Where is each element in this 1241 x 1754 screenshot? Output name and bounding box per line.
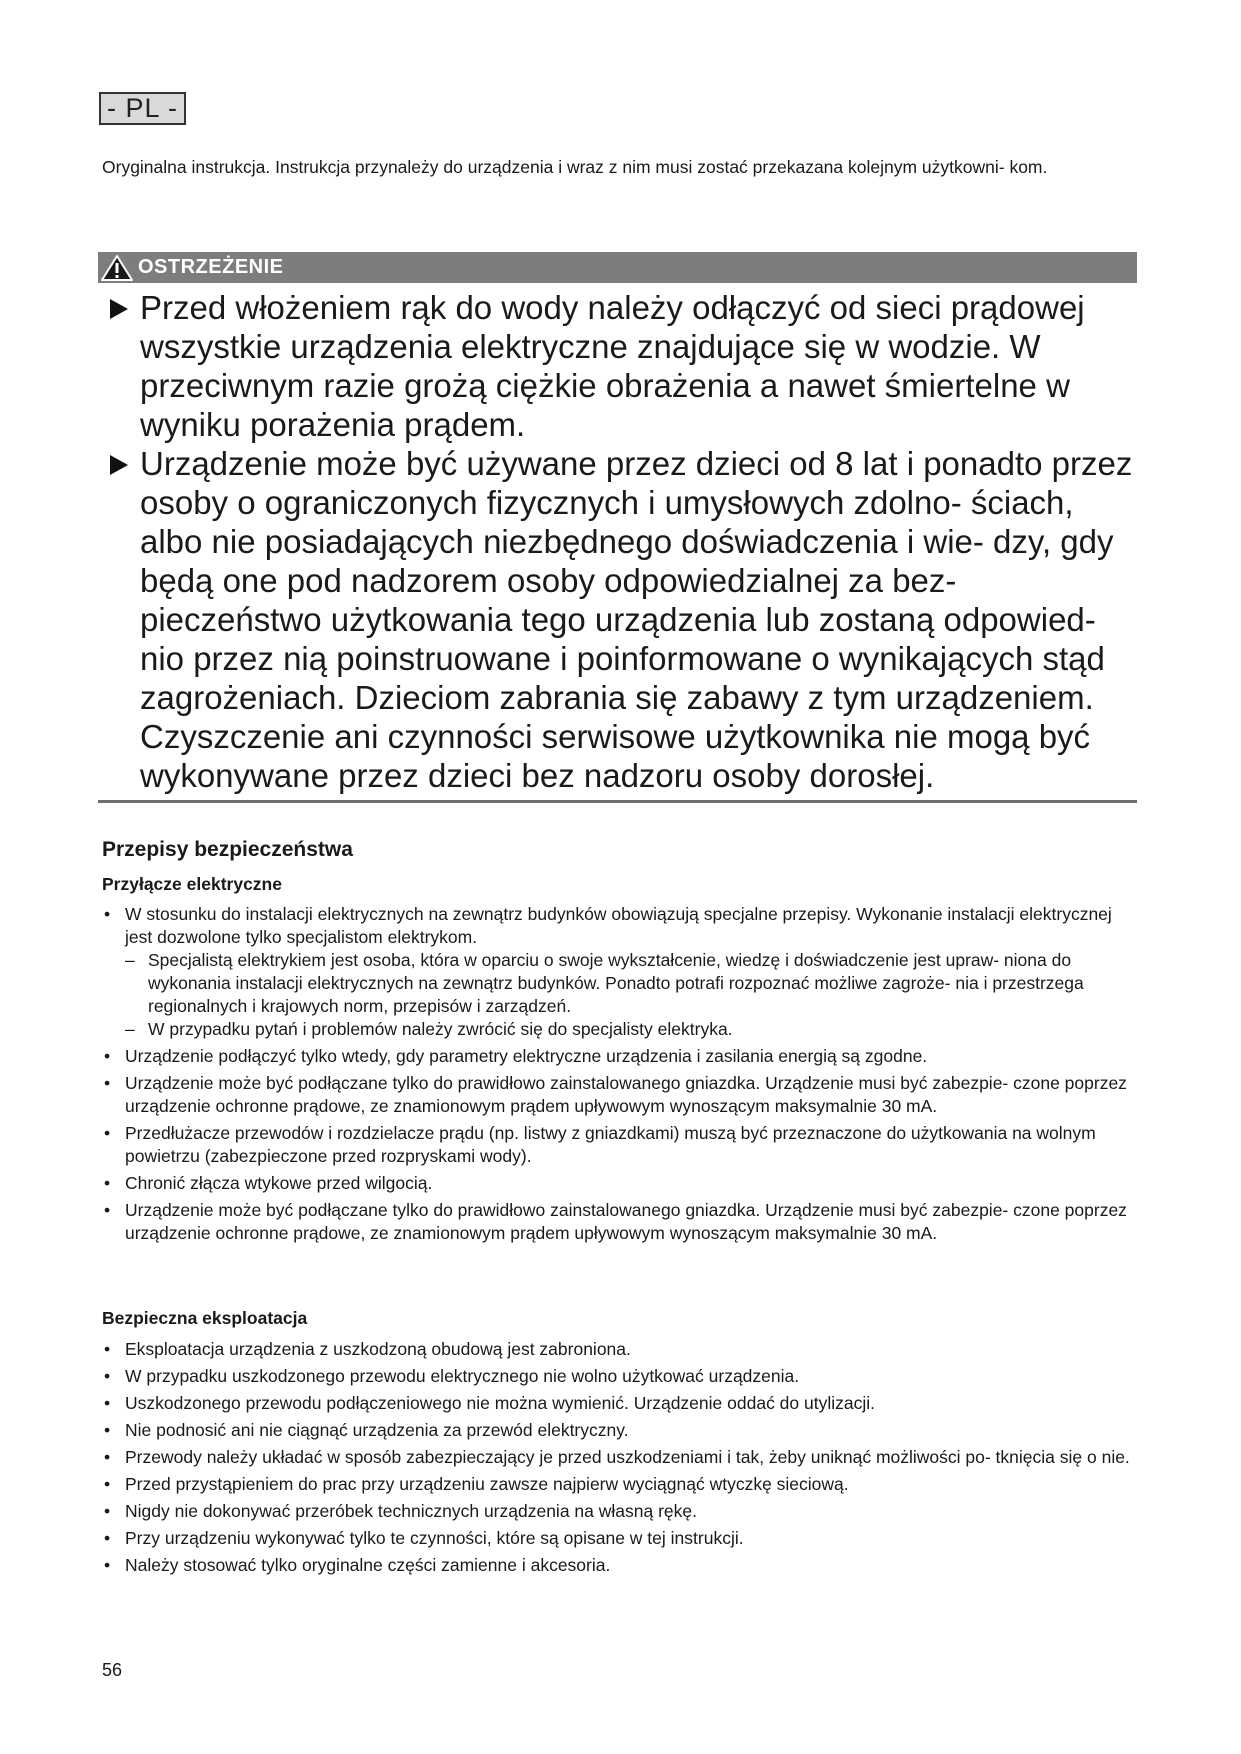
warning-title: OSTRZEŻENIE bbox=[138, 256, 284, 278]
list-item bbox=[102, 1419, 1142, 1442]
list-item-text: Przedłużacze przewodów i rozdzielacze prądu (np. listwy z gniazdkami) muszą być przeznaczone do użytkowania na wolnym powietrzu (zabezpieczone przed rozpryskami wody). bbox=[125, 1123, 1096, 1166]
list-item bbox=[102, 1527, 1142, 1550]
electrical-list bbox=[102, 903, 1142, 1249]
warning-triangle-icon bbox=[100, 254, 134, 282]
bullet-icon: • bbox=[104, 1046, 111, 1066]
list-item-text: Chronić złącza wtykowe przed wilgocią. bbox=[125, 1173, 433, 1193]
bullet-icon: • bbox=[104, 1339, 111, 1359]
intro-text: Oryginalna instrukcja. Instrukcja przynależy do urządzenia i wraz z nim musi zostać przekazana kolejnym użytkowni- kom. bbox=[102, 157, 1048, 177]
warning-item bbox=[102, 444, 1142, 795]
list-item bbox=[102, 1554, 1142, 1577]
operation-list bbox=[102, 1338, 1142, 1581]
list-item bbox=[102, 1122, 1142, 1168]
list-item bbox=[102, 1172, 1142, 1195]
sub-list-item-text: W przypadku pytań i problemów należy zwrócić się do specjalisty elektryka. bbox=[148, 1019, 733, 1039]
list-item-text: Nigdy nie dokonywać przeróbek technicznych urządzenia na własną rękę. bbox=[125, 1501, 697, 1521]
list-item bbox=[102, 1473, 1142, 1496]
bullet-icon: • bbox=[104, 1420, 111, 1440]
dash-icon: – bbox=[125, 1019, 135, 1039]
list-item bbox=[102, 1338, 1142, 1361]
dash-icon: – bbox=[125, 950, 135, 970]
bullet-icon: • bbox=[104, 1073, 111, 1093]
list-item bbox=[102, 1045, 1142, 1068]
list-item-text: Należy stosować tylko oryginalne części zamienne i akcesoria. bbox=[125, 1555, 611, 1575]
list-item-text: Nie podnosić ani nie ciągnąć urządzenia za przewód elektryczny. bbox=[125, 1420, 629, 1440]
arrow-right-icon bbox=[110, 455, 128, 475]
bullet-icon: • bbox=[104, 1173, 111, 1193]
list-item-text: W przypadku uszkodzonego przewodu elektrycznego nie wolno użytkować urządzenia. bbox=[125, 1366, 800, 1386]
bullet-icon: • bbox=[104, 1366, 111, 1386]
bullet-icon: • bbox=[104, 1393, 111, 1413]
section-title: Przepisy bezpieczeństwa bbox=[102, 838, 353, 861]
list-item bbox=[102, 1199, 1142, 1245]
bullet-icon: • bbox=[104, 1200, 111, 1220]
warning-list bbox=[102, 288, 1142, 795]
list-item bbox=[102, 903, 1142, 1041]
bullet-icon: • bbox=[104, 1528, 111, 1548]
bullet-icon: • bbox=[104, 1501, 111, 1521]
warning-item bbox=[102, 288, 1142, 444]
list-item-text: Uszkodzonego przewodu podłączeniowego nie można wymienić. Urządzenie oddać do utylizacji. bbox=[125, 1393, 875, 1413]
list-item bbox=[102, 1392, 1142, 1415]
sub-list-item-text: Specjalistą elektrykiem jest osoba, która w oparciu o swoje wykształcenie, wiedzę i doświadczenie jest upraw- niona do wykonania instalacji elektrycznych na zewnątrz budynków. Ponadto potrafi rozpoznać możliwe zagroże- nia i przestrzega regionalnych i krajowych norm, przepisów i zarządzeń. bbox=[148, 950, 1084, 1016]
list-item-text: W stosunku do instalacji elektrycznych na zewnątrz budynków obowiązują specjalne przepisy. Wykonanie instalacji elektrycznej jest dozwolone tylko specjalistom elektrykom. bbox=[125, 904, 1112, 947]
list-item bbox=[102, 1446, 1142, 1469]
list-item-text: Eksploatacja urządzenia z uszkodzoną obudową jest zabroniona. bbox=[125, 1339, 631, 1359]
page-number: 56 bbox=[102, 1660, 123, 1680]
arrow-right-icon bbox=[110, 299, 128, 319]
list-item bbox=[102, 1072, 1142, 1118]
sub-list-item bbox=[125, 949, 1142, 1018]
subsection-title-operation: Bezpieczna eksploatacja bbox=[102, 1308, 308, 1328]
list-item-text: Urządzenie może być podłączane tylko do prawidłowo zainstalowanego gniazdka. Urządzenie musi być zabezpie- czone poprzez urządzenie ochronne prądowe, ze znamionowym prądem upływowym wynoszącym maksymalnie 30 mA. bbox=[125, 1073, 1127, 1116]
bullet-icon: • bbox=[104, 1555, 111, 1575]
list-item bbox=[102, 1365, 1142, 1388]
bullet-icon: • bbox=[104, 904, 111, 924]
list-item-text: Urządzenie podłączyć tylko wtedy, gdy parametry elektryczne urządzenia i zasilania energią są zgodne. bbox=[125, 1046, 928, 1066]
bullet-icon: • bbox=[104, 1447, 111, 1467]
sub-list bbox=[125, 949, 1142, 1041]
warning-bottom-divider bbox=[98, 800, 1137, 803]
list-item-text: Przewody należy układać w sposób zabezpieczający je przed uszkodzeniami i tak, żeby uniknąć możliwości po- tknięcia się o nie. bbox=[125, 1447, 1130, 1467]
subsection-title-electrical: Przyłącze elektryczne bbox=[102, 874, 282, 894]
list-item bbox=[102, 1500, 1142, 1523]
warning-item-text: Urządzenie może być używane przez dzieci od 8 lat i ponadto przez osoby o ograniczonych fizycznych i umysłowych zdolno- ściach, albo nie posiadających niezbędnego doświadczenia i wie- dzy, gdy będą one pod nadzorem osoby odpowiedzialnej za bez- pieczeństwo użytkowania tego urządzenia lub zostaną odpowied- nio przez nią poinstruowane i poinformowane o wynikających stąd zagrożeniach. Dzieciom zabrania się zabawy z tym urządzeniem. Czyszczenie ani czynności serwisowe użytkownika nie mogą być wykonywane przez dzieci bez nadzoru osoby dorosłej. bbox=[140, 445, 1133, 794]
bullet-icon: • bbox=[104, 1123, 111, 1143]
list-item-text: Urządzenie może być podłączane tylko do prawidłowo zainstalowanego gniazdka. Urządzenie musi być zabezpie- czone poprzez urządzenie ochronne prądowe, ze znamionowym prądem upływowym wynoszącym maksymalnie 30 mA. bbox=[125, 1200, 1127, 1243]
warning-header-bar bbox=[98, 252, 1137, 283]
warning-item-text: Przed włożeniem rąk do wody należy odłączyć od sieci prądowej wszystkie urządzenia elektryczne znajdujące się w wodzie. W przeciwnym razie grożą ciężkie obrażenia a nawet śmiertelne w wyniku porażenia prądem. bbox=[140, 289, 1085, 443]
list-item-text: Przed przystąpieniem do prac przy urządzeniu zawsze najpierw wyciągnąć wtyczkę sieciową. bbox=[125, 1474, 849, 1494]
sub-list-item bbox=[125, 1018, 1142, 1041]
language-tag: - PL - bbox=[99, 92, 186, 125]
list-item-text: Przy urządzeniu wykonywać tylko te czynności, które są opisane w tej instrukcji. bbox=[125, 1528, 744, 1548]
bullet-icon: • bbox=[104, 1474, 111, 1494]
